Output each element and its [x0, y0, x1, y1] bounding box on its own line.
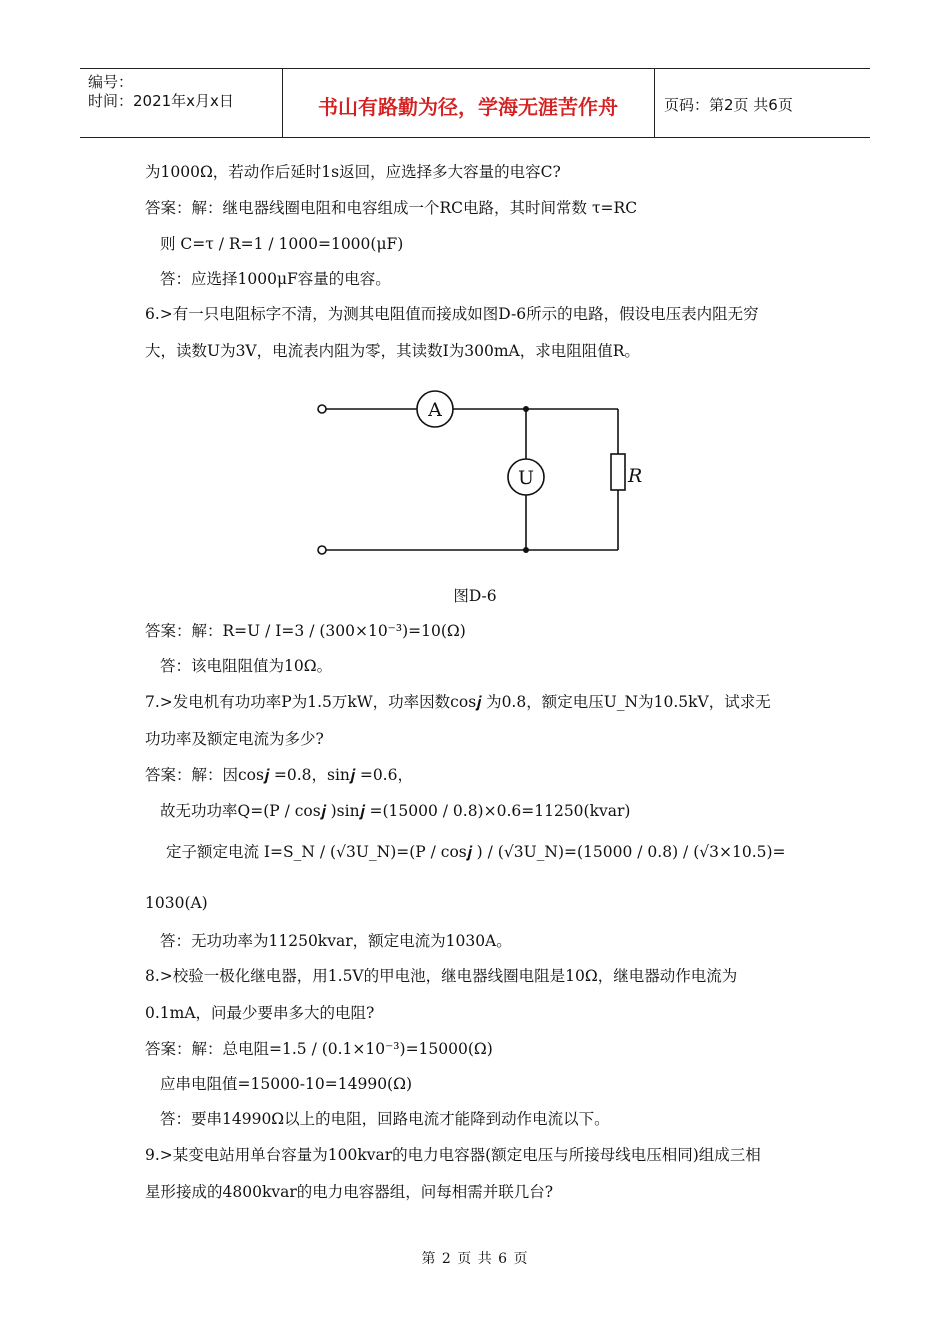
junction-dot	[523, 406, 529, 412]
text-line: 0.1mA，问最少要串多大的电阻?	[145, 1004, 375, 1022]
text-line: 答：应选择1000μF容量的电容。	[160, 270, 391, 288]
circuit-diagram	[300, 380, 643, 565]
text-line: 大，读数U为3V，电流表内阻为零，其读数I为300mA，求电阻阻值R。	[145, 342, 640, 360]
resistor	[611, 454, 625, 490]
junction-dot	[523, 547, 529, 553]
text-line: 功功率及额定电流为多少?	[145, 730, 324, 748]
header-divider	[654, 69, 655, 137]
text-line: 答案：解：因cos𝒋 =0.8，sin𝒋 =0.6，	[145, 766, 413, 784]
text-line: 答案：解：继电器线圈电阻和电容组成一个RC电路，其时间常数 τ=RC	[145, 199, 638, 217]
text-line: 答案：解：R=U / I=3 / (300×10⁻³)=10(Ω)	[145, 622, 466, 640]
ammeter-label: A	[428, 399, 442, 421]
question-7: 7.>发电机有功功率P为1.5万kW，功率因数cos𝒋 为0.8，额定电压U_N为10.5kV，试求无	[145, 693, 771, 711]
voltmeter-label: U	[517, 467, 535, 489]
text-line: 答案：解：总电阻=1.5 / (0.1×10⁻³)=15000(Ω)	[145, 1040, 493, 1058]
header-page-info: 页码：第2页 共6页	[664, 96, 793, 114]
text-line: 为1000Ω，若动作后延时1s返回，应选择多大容量的电容C?	[145, 163, 561, 181]
question-8: 8.>校验一极化继电器，用1.5V的甲电池，继电器线圈电阻是10Ω，继电器动作电流为	[145, 967, 738, 985]
text-line: 应串电阻值=15000-10=14990(Ω)	[160, 1075, 412, 1093]
question-9: 9.>某变电站用单台容量为100kvar的电力电容器(额定电压与所接母线电压相同)组成三相	[145, 1146, 761, 1164]
document-header	[80, 68, 870, 138]
input-terminal	[318, 546, 326, 554]
text-line: 定子额定电流 I=S_N / (√3U_N)=(P / cos𝒋 ) / (√3U_N)=(15000 / 0.8) / (√3×10.5)=	[166, 843, 786, 861]
text-line: 1030(A)	[145, 894, 208, 912]
text-line: 答：无功功率为11250kvar，额定电流为1030A。	[160, 932, 512, 950]
number-label: 编号：	[88, 73, 134, 91]
text-line: 答：该电阻阻值为10Ω。	[160, 657, 333, 675]
figure-caption: 图D-6	[453, 587, 497, 605]
text-line: 星形接成的4800kvar的电力电容器组，问每相需并联几台?	[145, 1183, 554, 1201]
header-motto: 书山有路勤为径，学海无涯苦作舟	[318, 95, 618, 119]
text-line: 答：要串14990Ω以上的电阻，回路电流才能降到动作电流以下。	[160, 1110, 610, 1128]
question-6: 6.>有一只电阻标字不清，为测其电阻值而接成如图D-6所示的电路，假设电压表内阻无穷	[145, 305, 759, 323]
input-terminal	[318, 405, 326, 413]
text-line: 故无功功率Q=(P / cos𝒋 )sin𝒋 =(15000 / 0.8)×0.6=11250(kvar)	[160, 802, 631, 820]
time-label: 时间：2021年x月x日	[88, 92, 234, 110]
resistor-label: R	[628, 465, 643, 487]
header-meta	[88, 73, 234, 111]
text-line: 则 C=τ / R=1 / 1000=1000(μF)	[160, 235, 404, 253]
page-footer: 第 2 页 共 6 页	[421, 1251, 529, 1267]
